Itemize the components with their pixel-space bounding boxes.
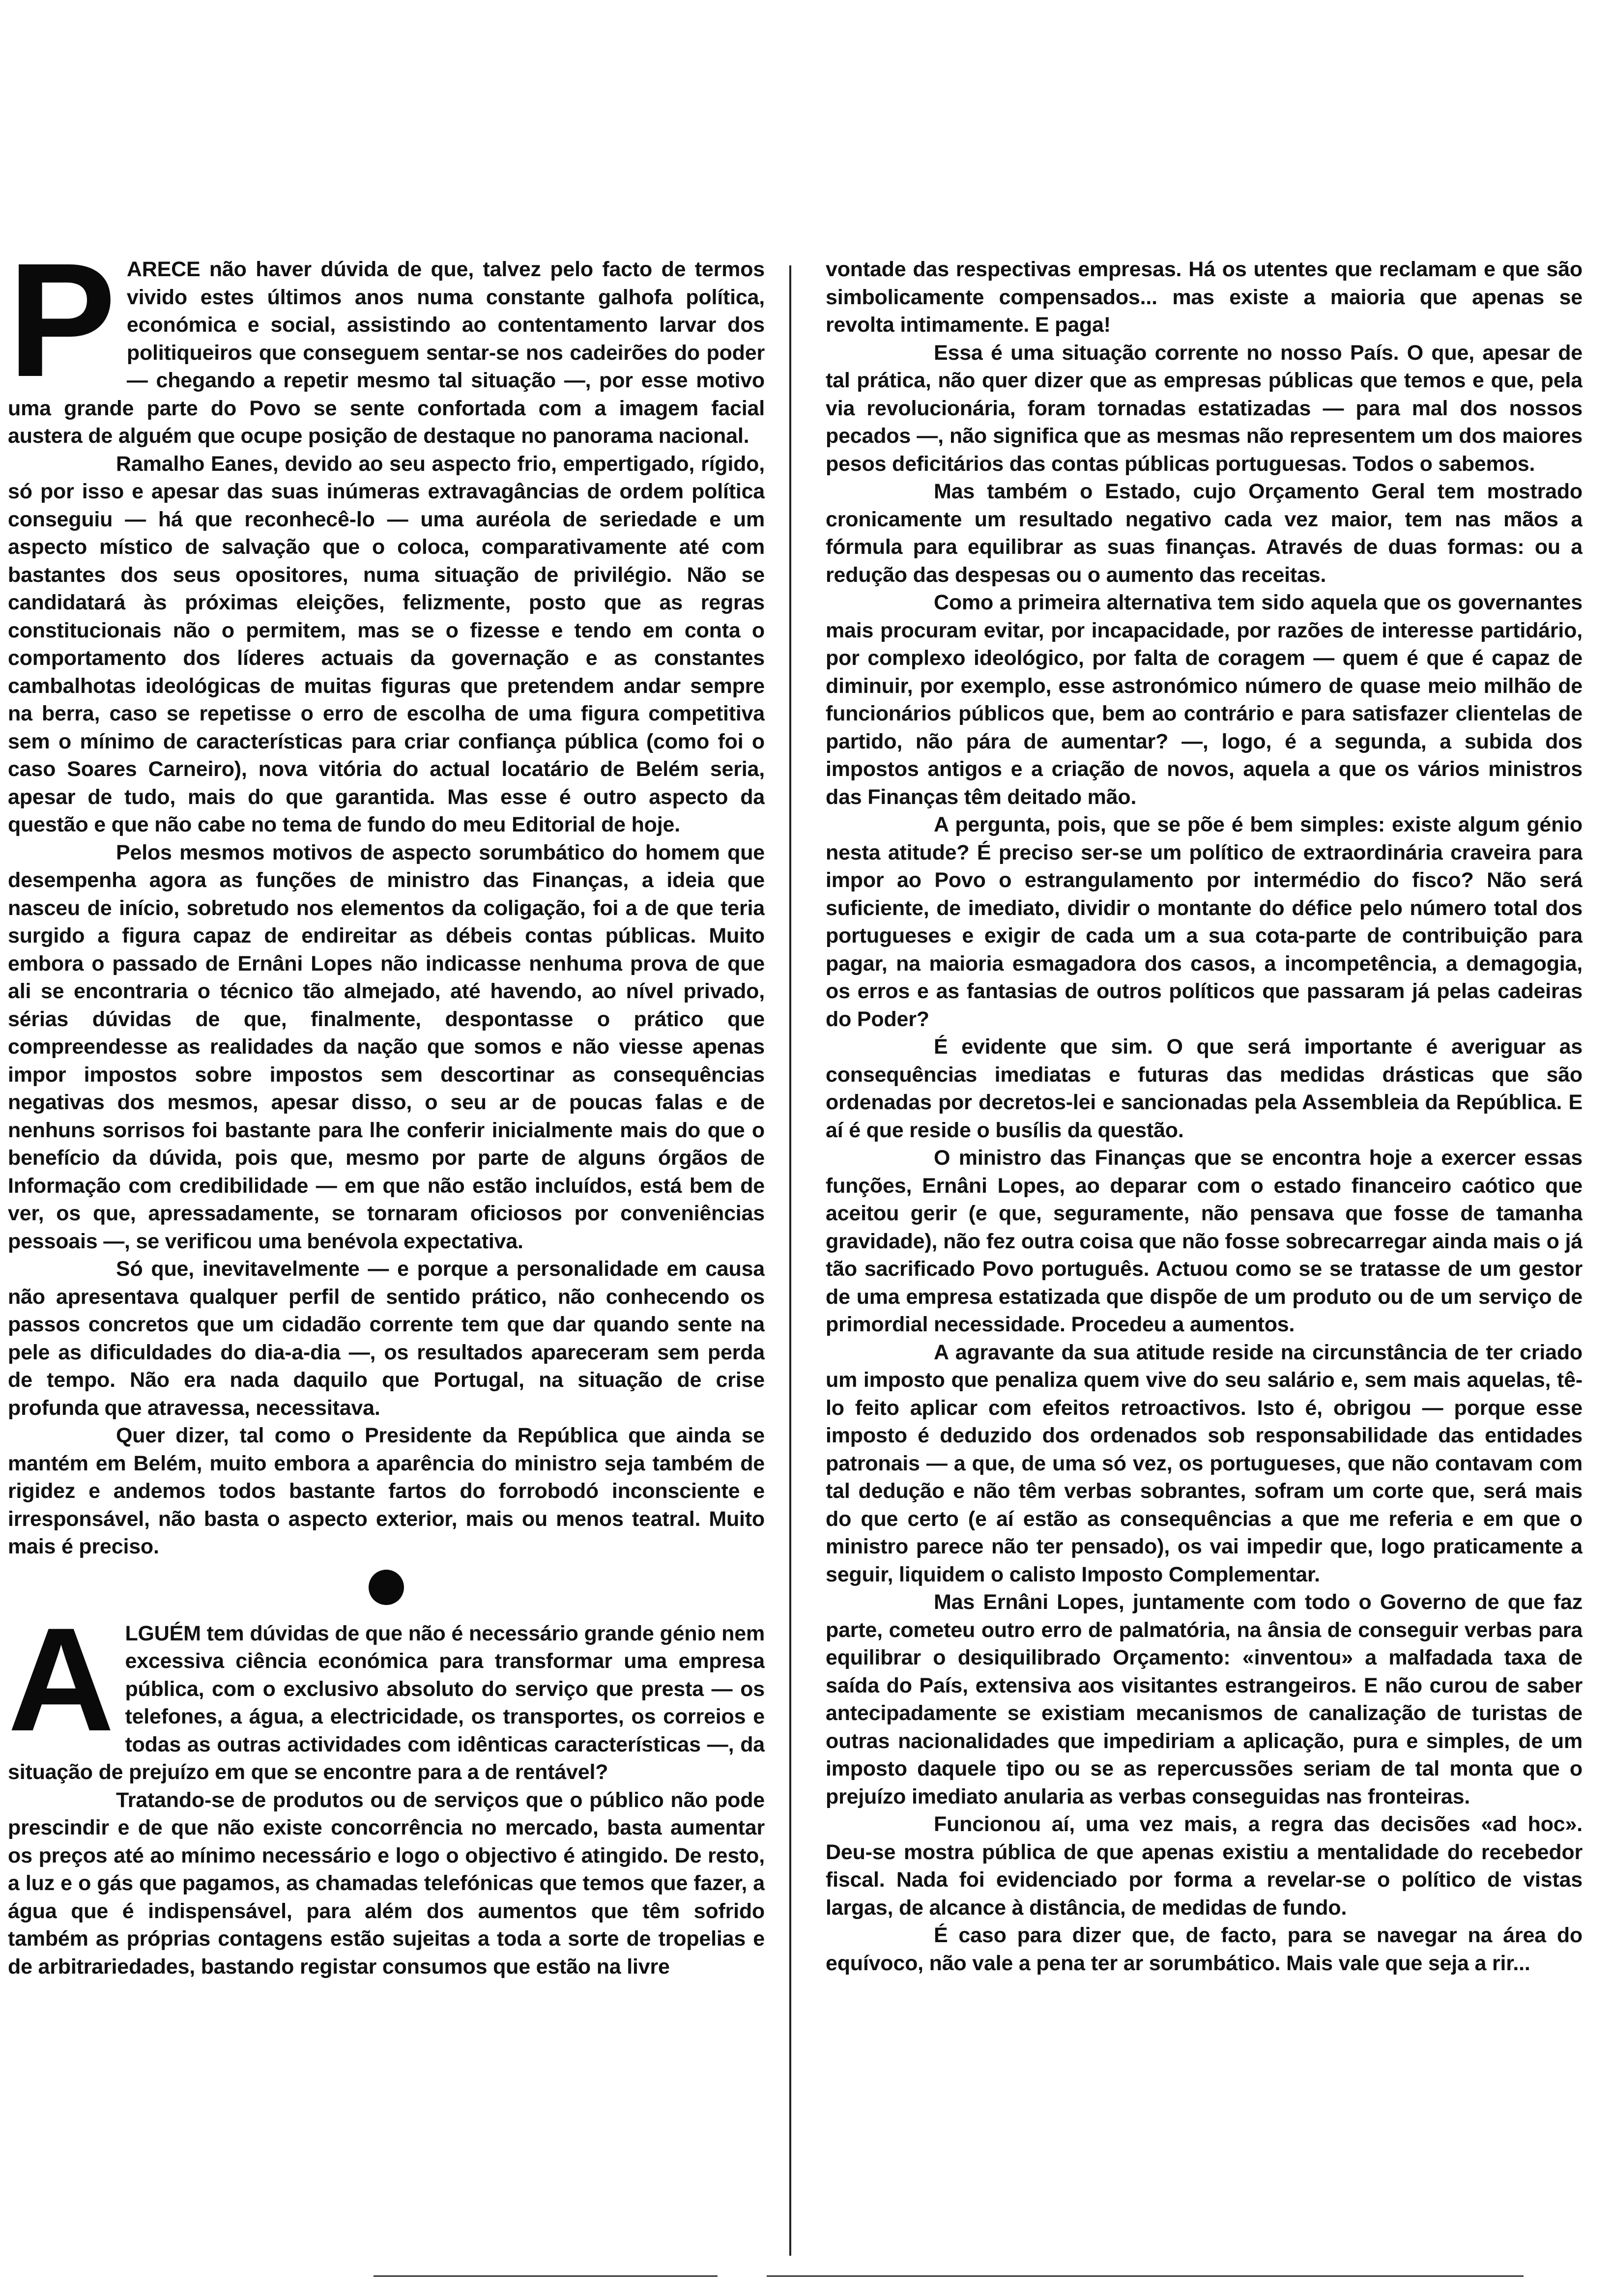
paragraph: É caso para dizer que, de facto, para se navegar na área do equívoco, não vale a pena ter ar sorumbático. Mais vale que seja a rir... [826, 1923, 1583, 1975]
dropcap-letter: A [8, 1596, 115, 1762]
paragraph: Pelos mesmos motivos de aspecto sorumbático do homem que desempenha agora as funções de ministro das Finanças, a ideia que nasceu de início, sobretudo nos elementos da coligação, foi a de que teria surgido a figura capaz de endireitar as débeis contas públicas. Muito embora o passado de Ernâni Lopes não indicasse nenhuma prova de que ali se encontraria o técnico tão almejado, até havendo, ao nível privado, sérias dúvidas de que, finalmente, despontasse o prático que compreendesse as realidades da nação que somos e não viesse apenas impor impostos sobre impostos sem descortinar as consequências negativas dos mesmos, apesar disso, o seu ar de poucas falas e de nenhuns sorrisos foi bastante para lhe conferir inicialmente mais do que o benefício da dúvida, pois que, mesmo por parte de alguns órgãos de Informação com credibilidade — em que não estão incluídos, está bem de ver, os que, apressadamente, se tornaram oficiosos por conveniências pessoais —, se verificou uma benévola expectativa. [8, 840, 765, 1253]
paragraph: Mas Ernâni Lopes, juntamente com todo o Governo de que faz parte, cometeu outro erro de palmatória, na ânsia de conseguir verbas para equilibrar o desiquilibrado Orçamento: «inventou» a malfadada taxa de saída do País, extensiva aos visitantes estrangeiros. E não curou de saber antecipadamente se existiam mecanismos de canalização de turistas de outras nacionalidades que impediriam a aplicação, pura e simples, de um imposto daquele tipo ou se as repercussões seriam de tal monta que o prejuízo imediato anularia as verbas conseguidas nas fronteiras. [826, 1590, 1583, 1808]
paragraph [8, 1596, 765, 1786]
paragraph: É evidente que sim. O que será importante é averiguar as consequências imediatas e futuras das medidas drásticas que são ordenadas por decretos-lei e sancionadas pela Assembleia da República. E aí é que reside o busílis da questão. [826, 1035, 1583, 1142]
bottom-rule [767, 2275, 1524, 2277]
paragraph-text: LGUÉM tem dúvidas de que não é necessário grande génio nem excessiva ciência económica para transformar uma empresa pública, com o exclusivo absoluto do serviço que presta — os telefones, a água, a electricidade, os transportes, os correios e todas as outras actividades com idênticas características —, da situação de prejuízo em que se encontre para a de rentável? [8, 1621, 765, 1784]
section-separator-dot [369, 1570, 404, 1605]
left-column [8, 256, 765, 2241]
paragraph: Como a primeira alternativa tem sido aquela que os governantes mais procuram evitar, por incapacidade, por razões de interesse partidário, por complexo ideológico, por falta de coragem — quem é que é capaz de diminuir, por exemplo, esse astronómico número de quase meio milhão de funcionários públicos que, bem ao contrário e para satisfazer clientelas de partido, não pára de aumentar? —, logo, é a segunda, a subida dos impostos antigos e a criação de novos, aquela a que os vários ministros das Finanças têm deitado mão. [826, 591, 1583, 809]
paragraph: Funcionou aí, uma vez mais, a regra das decisões «ad hoc». Deu-se mostra pública de que apenas existiu a mentalidade do recebedor fiscal. Nada foi evidenciado por forma a revelar-se o político de vistas largas, de alcance à distância, de medidas de fundo. [826, 1812, 1583, 1920]
paragraph: A pergunta, pois, que se põe é bem simples: existe algum génio nesta atitude? É preciso ser-se um político de extraordinária craveira para impor ao Povo o estrangulamento por intermédio do fisco? Não será suficiente, de imediato, dividir o montante do défice pelo número total dos portugueses e exigir de cada um a sua cota-parte de contribuição para pagar, na maioria esmagadora dos casos, a incompetência, a demagogia, os erros e as fantasias de outros políticos que passaram já pelas cadeiras do Poder? [826, 813, 1583, 1031]
paragraph: O ministro das Finanças que se encontra hoje a exercer essas funções, Ernâni Lopes, ao deparar com o estado financeiro caótico que aceitou gerir (e que, seguramente, não pensava que fosse de tamanha gravidade), não fez outra coisa que não fosse sobrecarregar ainda mais o já tão sacrificado Povo português. Actuou como se se tratasse de um gestor de uma empresa estatizada que dispõe de um produto ou de um serviço de primordial necessidade. Procedeu a aumentos. [826, 1146, 1583, 1336]
paragraph: Ramalho Eanes, devido ao seu aspecto frio, empertigado, rígido, só por isso e apesar das suas inúmeras extravagâncias de ordem política conseguiu — há que reconhecê-lo — uma auréola de seriedade e um aspecto místico de salvação que o coloca, comparativamente até com bastantes dos seus opositores, numa situação de privilégio. Não se candidatará às próximas eleições, felizmente, posto que as regras constitucionais não o permitem, mas se o fizesse e tendo em conta o comportamento dos líderes actuais da governação e as constantes cambalhotas ideológicas de muitas figuras que pretendem andar sempre na berra, caso se repetisse o erro de escolha de uma figura competitiva sem o mínimo de características para criar confiança pública (como foi o caso Soares Carneiro), nova vitória do actual locatário de Belém seria, apesar de tudo, mais do que garantida. Mas esse é outro aspecto da questão e que não cabe no tema de fundo do meu Editorial de hoje. [8, 452, 765, 836]
paragraph: Quer dizer, tal como o Presidente da República que ainda se mantém em Belém, muito embora a aparência do ministro seja também de rigidez e andemos todos bastante fartos do forrobodó inconsciente e irresponsável, não basta o aspecto exterior, mais ou menos teatral. Muito mais é preciso. [8, 1424, 765, 1558]
paragraph: Só que, inevitavelmente — e porque a personalidade em causa não apresentava qualquer perfil de sentido prático, não conhecendo os passos concretos que um cidadão corrente tem que dar quando sente na pele as dificuldades do dia-a-dia —, os resultados apareceram sem perda de tempo. Não era nada daquilo que Portugal, na situação de crise profunda que atravessa, necessitava. [8, 1257, 765, 1420]
dropcap-letter: P [8, 256, 116, 410]
paragraph: Mas também o Estado, cujo Orçamento Geral tem mostrado cronicamente um resultado negativo cada vez maior, tem nas mãos a fórmula para equilibrar as suas finanças. Através de duas formas: ou a redução das despesas ou o aumento das receitas. [826, 480, 1583, 587]
paragraph: Essa é uma situação corrente no nosso País. O que, apesar de tal prática, não quer dizer que as empresas públicas que temos e que, pela via revolucionária, foram tornadas estatizadas — para mal dos nossos pecados —, não significa que as mesmas não representem um dos maiores pesos deficitários das contas públicas portuguesas. Todos o sabemos. [826, 341, 1583, 476]
bottom-rule [374, 2275, 718, 2277]
paragraph: A agravante da sua atitude reside na circunstância de ter criado um imposto que penaliza quem vive do seu salário e, sem mais aquelas, tê-lo feito aplicar com efeitos retroactivos. Isto é, obrigou — porque esse imposto é deduzido dos ordenados sob responsabilidade das entidades patronais — a que, de uma só vez, os portugueses, que não contavam com tal dedução e não têm verbas sobrantes, sofram um corte que, será mais do que certo (e aí estão as consequências a que me referia e em que o ministro parece não ter pensado), os vai impedir que, logo praticamente a seguir, liquidem o calisto Imposto Complementar. [826, 1340, 1583, 1586]
paragraph: Tratando-se de produtos ou de serviços que o público não pode prescindir e de que não existe concorrência no mercado, basta aumentar os preços até ao mínimo necessário e logo o objectivo é atingido. De resto, a luz e o gás que pagamos, as chamadas telefónicas que temos que fazer, a água que é indispensável, para além dos aumentos que têm sofrido também as próprias contagens estão sujeitas a toda a sorte de tropelias e de arbitrariedades, bastando registar consumos que estão na livre [8, 1788, 765, 1979]
right-column [826, 256, 1583, 2241]
column-divider [789, 265, 791, 2256]
paragraph [8, 256, 765, 450]
paragraph-text: ARECE não haver dúvida de que, talvez pelo facto de termos vivido estes últimos anos numa constante galhofa política, económica e social, assistindo ao contentamento larvar dos politiqueiros que conseguem sentar-se nos cadeirões do poder — chegando a repetir mesmo tal situação —, por esse motivo uma grande parte do Povo se sente confortada com a imagem facial austera de alguém que ocupe posição de destaque no panorama nacional. [8, 258, 765, 448]
paragraph: vontade das respectivas empresas. Há os utentes que reclamam e que são simbolicamente compensados... mas existe a maioria que apenas se revolta intimamente. E paga! [826, 258, 1583, 337]
